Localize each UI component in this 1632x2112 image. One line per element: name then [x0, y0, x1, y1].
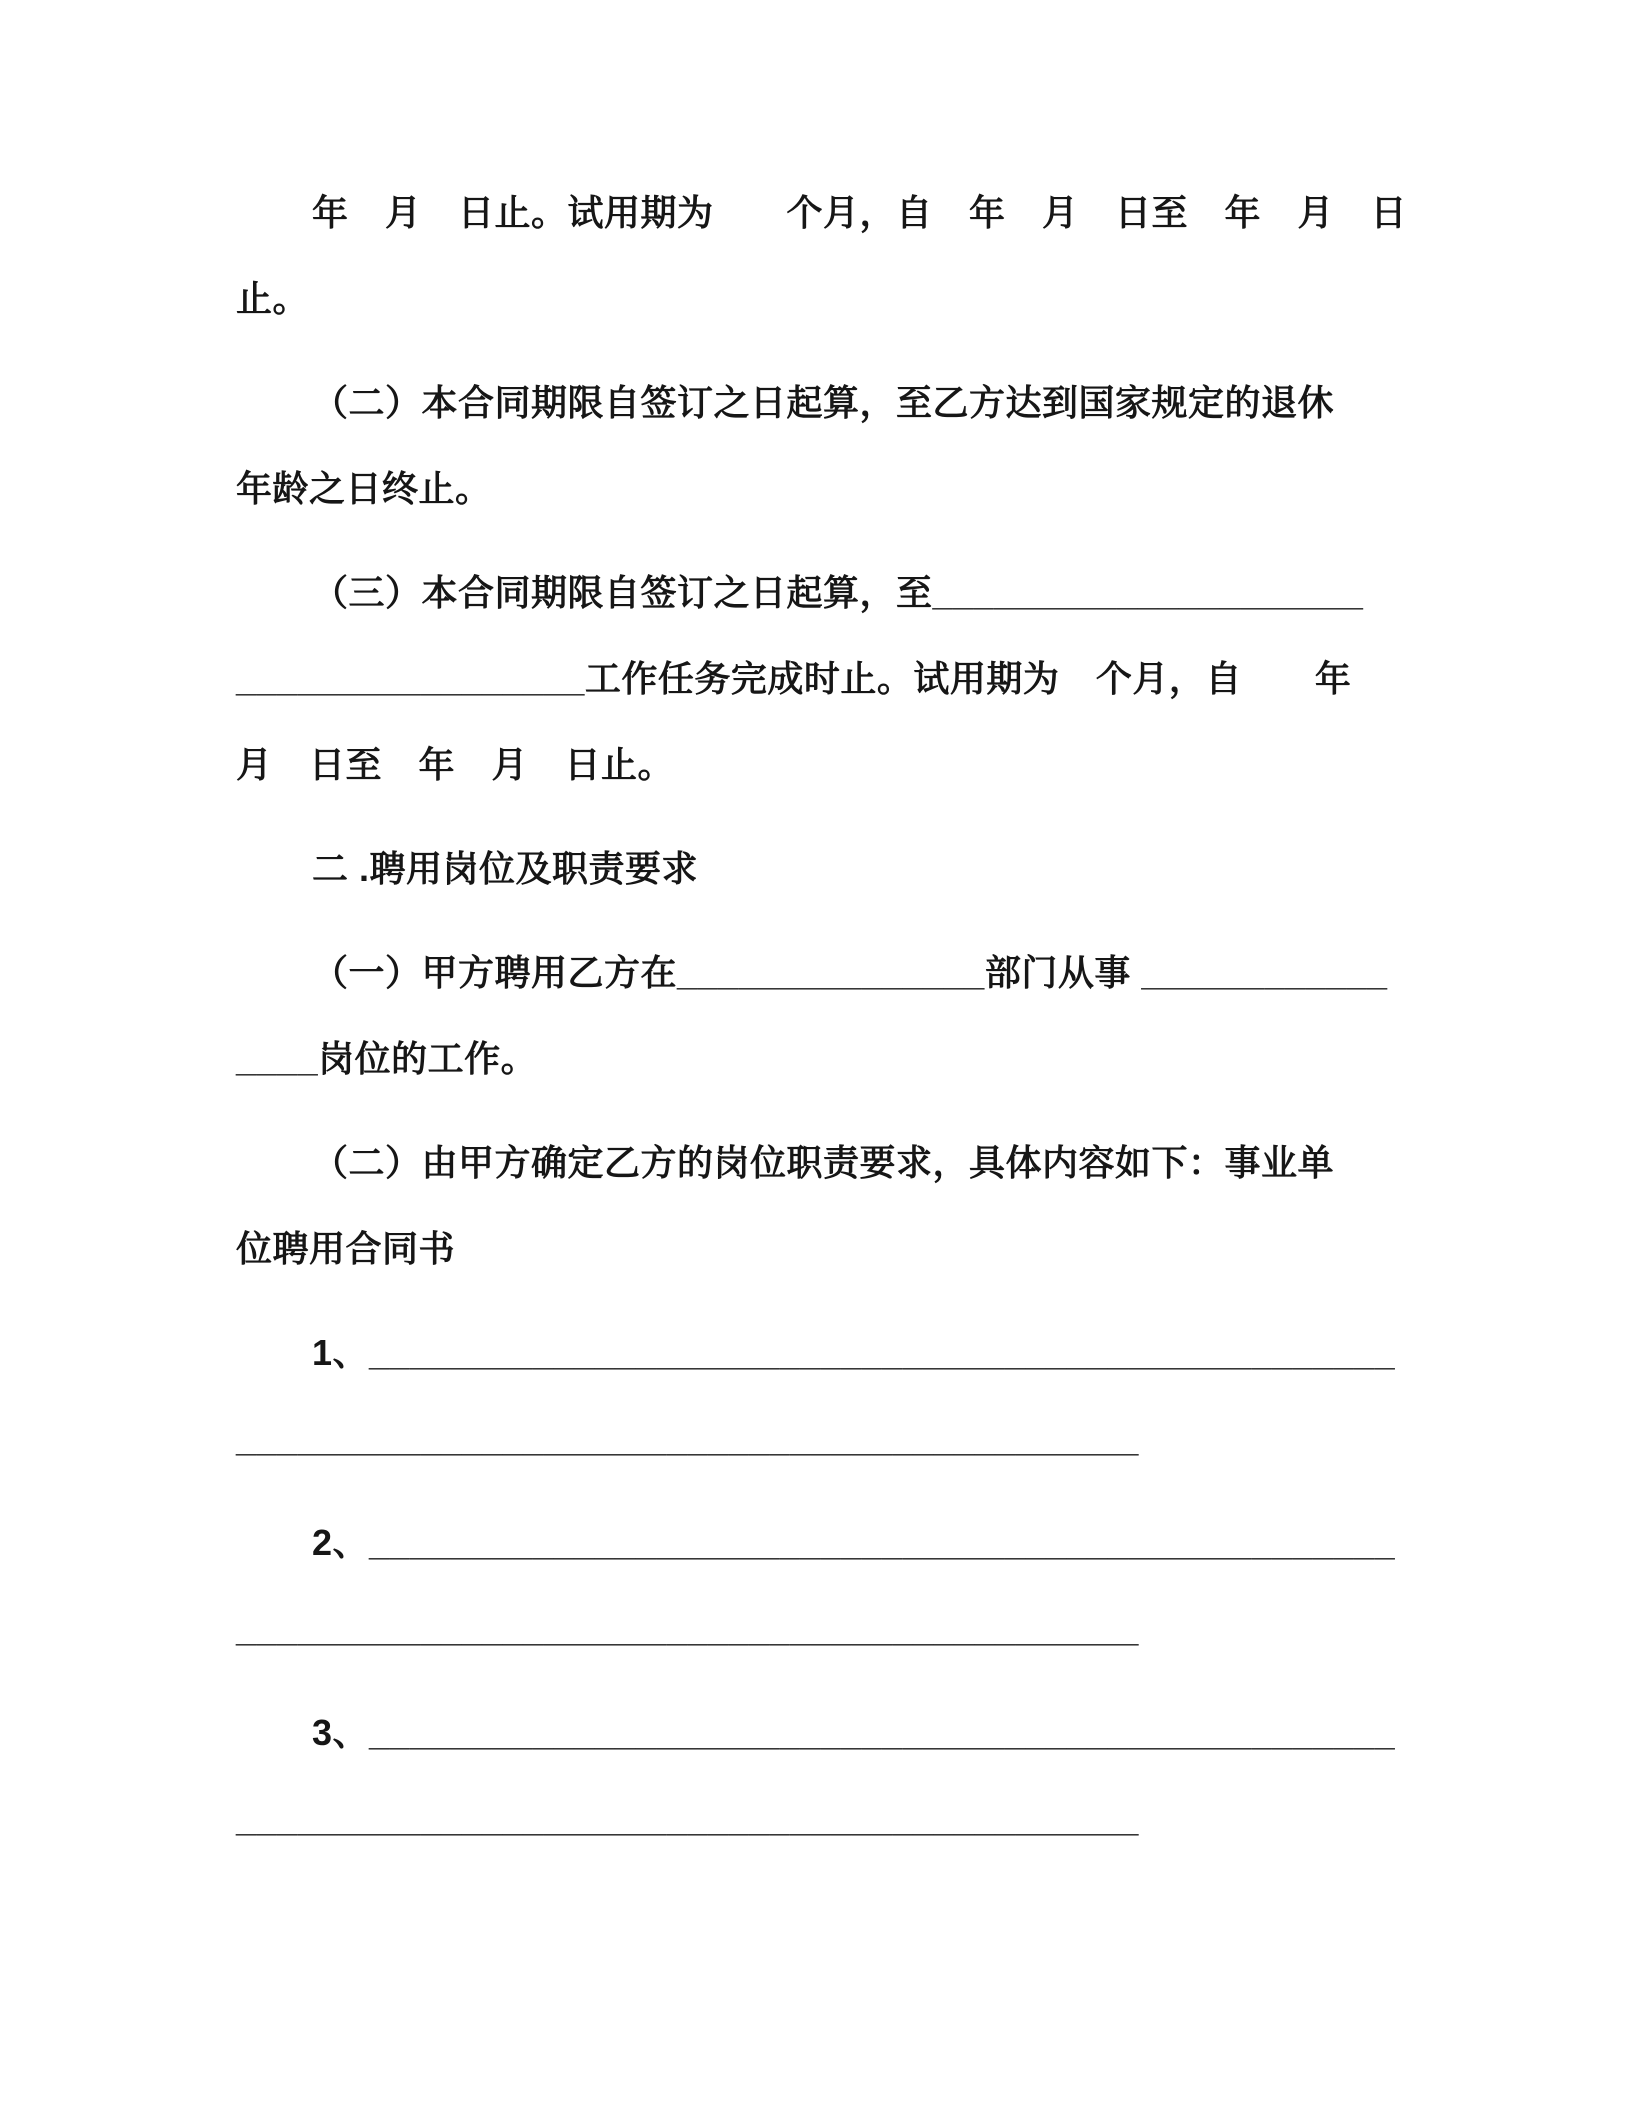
blank-line: ____________________________________________: [236, 1608, 1139, 1649]
clause-term-2: [236, 360, 1376, 532]
text-line: （三）本合同期限自签订之日起算，至_____________________: [312, 572, 1364, 613]
text-line-with-blank: _________________工作任务完成时止。试用期为 个月，自 年: [236, 658, 1352, 699]
blank-line: ____________________________________________: [236, 1798, 1139, 1839]
text-line: 年 月 日止。试用期为 个月，自 年 月 日至 年 月 日: [312, 192, 1408, 233]
text-line: 止。: [236, 278, 310, 319]
text-line: 位聘用合同书: [236, 1228, 456, 1269]
numbered-blank-line: 3、__________________________________________________: [312, 1712, 1396, 1753]
numbered-blank-line: 1、__________________________________________________: [312, 1332, 1396, 1373]
clause-position-2: [236, 1120, 1376, 1292]
text-line: 年龄之日终止。: [236, 468, 492, 509]
blank-line: ____________________________________________: [236, 1418, 1139, 1459]
text-line: 月 日至 年 月 日止。: [236, 744, 675, 785]
list-item-1: [236, 1310, 1396, 1482]
clause-term-3: [236, 550, 1376, 808]
text-line: （二）由甲方确定乙方的岗位职责要求，具体内容如下：事业单: [312, 1142, 1335, 1183]
section-2-heading: [236, 826, 1376, 912]
contract-page: [236, 170, 1408, 1880]
list-item-3: [236, 1690, 1396, 1862]
numbered-blank-line: 2、__________________________________________________: [312, 1522, 1396, 1563]
text-line: （二）本合同期限自签订之日起算，至乙方达到国家规定的退休: [312, 382, 1335, 423]
clause-1-continuation: [236, 170, 1408, 342]
text-line-with-blank: ____岗位的工作。: [236, 1038, 538, 1079]
clause-position-1: [236, 930, 1388, 1102]
list-item-2: [236, 1500, 1396, 1672]
text-line-with-blank: （一）甲方聘用乙方在_______________部门从事 ____________: [312, 952, 1388, 993]
section-heading: 二 .聘用岗位及职责要求: [312, 848, 699, 889]
